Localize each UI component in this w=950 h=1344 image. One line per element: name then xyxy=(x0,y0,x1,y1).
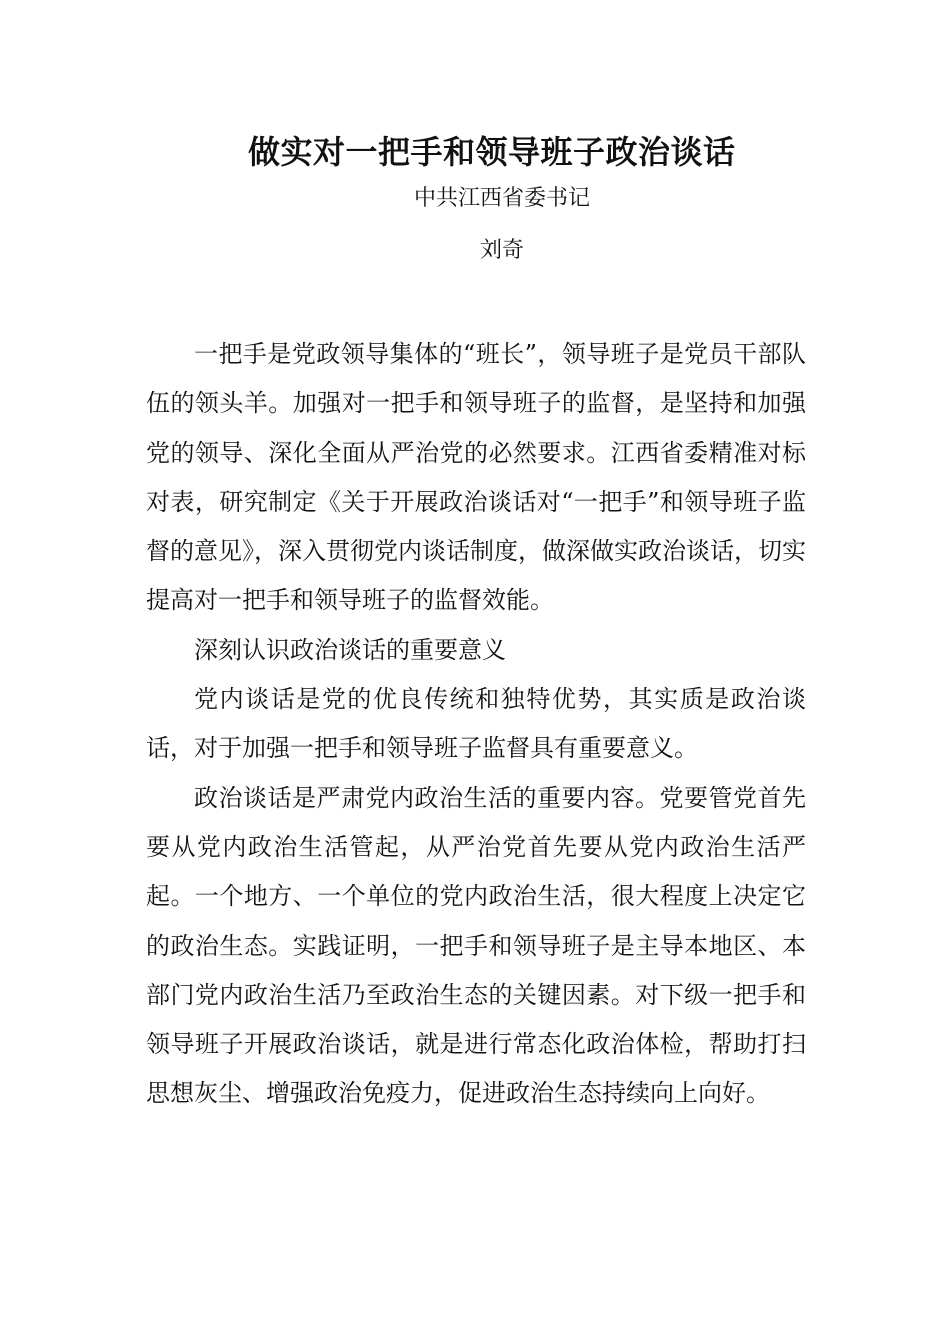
paragraph-political-life: 政治谈话是严肃党内政治生活的重要内容。党要管党首先要从党内政治生活管起，从严治党首先要从党内政治生活严起。一个地方、一个单位的党内政治生活，很大程度上决定它的政治生态。实践证明，一把手和领导班子是主导本地区、本部门党内政治生活乃至政治生态的关键因素。对下级一把手和领导班子开展政治谈话，就是进行常态化政治体检，帮助打扫思想灰尘、增强政治免疫力，促进政治生态持续向上向好。 xyxy=(146,783,806,1108)
section-heading: 深刻认识政治谈话的重要意义 xyxy=(194,635,506,664)
author-name: 刘奇 xyxy=(479,238,524,263)
document-title: 做实对一把手和领导班子政治谈话 xyxy=(248,133,736,171)
paragraph-significance: 党内谈话是党的优良传统和独特优势，其实质是政治谈话，对于加强一把手和领导班子监督具有重要意义。 xyxy=(146,685,806,763)
document-body xyxy=(146,330,806,1119)
author-organization: 中共江西省委书记 xyxy=(413,186,590,211)
paragraph-intro: 一把手是党政领导集体的“班长”，领导班子是党员干部队伍的领头羊。加强对一把手和领导班子的监督，是坚持和加强党的领导、深化全面从严治党的必然要求。江西省委精准对标对表，研究制定《关于开展政治谈话对“一把手”和领导班子监督的意见》，深入贯彻党内谈话制度，做深做实政治谈话，切实提高对一把手和领导班子的监督效能。 xyxy=(146,340,806,615)
